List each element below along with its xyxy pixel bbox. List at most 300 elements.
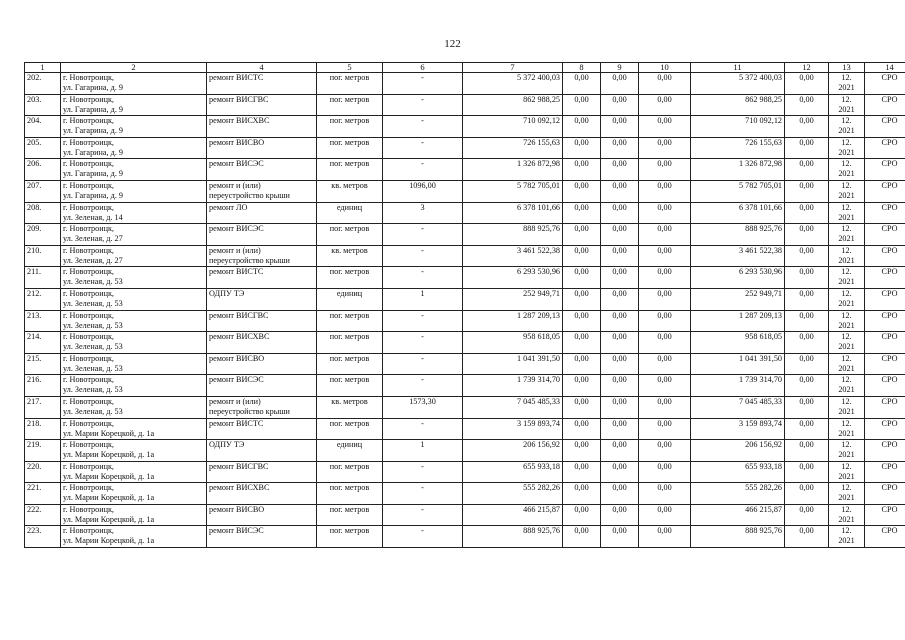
row-number-cell [25,332,61,354]
date-cell-line: 2021 [838,514,855,524]
value-cell-11 [691,94,785,116]
value-cell-9 [601,180,639,202]
volume-cell [383,440,463,462]
row-number-cell [25,159,61,181]
source-cell-line: СРО [881,116,898,126]
work-type-cell-line: ремонт ВИСТС [209,267,264,277]
row-number-cell [25,526,61,548]
column-header: 8 [563,63,601,73]
work-type-cell [207,159,317,181]
work-type-cell-line: ремонт и (или) [209,245,261,255]
value-cell-9-line: 0,00 [612,267,627,277]
value-cell-10-line: 0,00 [657,267,672,277]
date-cell [829,73,865,95]
work-type-cell [207,526,317,548]
date-cell-line: 2021 [838,255,855,265]
source-cell-line: СРО [881,73,898,82]
work-type-cell [207,202,317,224]
value-cell-10 [639,353,691,375]
value-cell-10 [639,116,691,138]
value-cell-10-line: 0,00 [657,332,672,342]
value-cell-9-line: 0,00 [612,461,627,471]
unit-cell-line: пог. метров [329,332,370,342]
unit-cell [317,159,383,181]
address-cell [61,73,207,95]
value-cell-9 [601,202,639,224]
address-cell [61,418,207,440]
value-cell-9 [601,310,639,332]
cost-cell [463,159,563,181]
work-type-cell [207,375,317,397]
volume-cell-line: - [421,418,424,428]
value-cell-8-line: 0,00 [574,461,589,471]
volume-cell [383,94,463,116]
row-number-cell [25,440,61,462]
work-type-cell [207,310,317,332]
value-cell-10 [639,332,691,354]
source-cell-line: СРО [881,159,898,169]
value-cell-9 [601,116,639,138]
address-cell-line: ул. Зеленая, д. 53 [63,385,123,395]
row-number-cell-line: 222. [27,504,42,514]
value-cell-9-line: 0,00 [612,159,627,169]
address-cell-line: г. Новотроицк, [63,224,114,234]
value-cell-8 [563,483,601,505]
cost-cell [463,418,563,440]
value-cell-8 [563,116,601,138]
address-cell-line: ул. Марии Корецкой, д. 1а [63,450,155,460]
value-cell-10-line: 0,00 [657,353,672,363]
date-cell-line: 12. [841,332,852,342]
work-type-cell-line: ОДПУ ТЭ [209,440,245,450]
cost-cell-line: 1 041 391,50 [517,353,560,363]
cost-cell-line: 655 933,18 [523,461,560,471]
volume-cell [383,375,463,397]
row-number-cell-line: 216. [27,375,42,385]
address-cell [61,332,207,354]
unit-cell [317,288,383,310]
row-number-cell [25,180,61,202]
row-number-cell [25,483,61,505]
date-cell-line: 12. [841,396,852,406]
date-cell-line: 2021 [838,493,855,503]
volume-cell-line: - [421,483,424,493]
value-cell-9-line: 0,00 [612,94,627,104]
date-cell-line: 12. [841,418,852,428]
value-cell-11 [691,526,785,548]
value-cell-9 [601,288,639,310]
cost-cell [463,267,563,289]
column-header: 9 [601,63,639,73]
value-cell-8 [563,94,601,116]
row-number-cell-line: 213. [27,310,42,320]
value-cell-8-line: 0,00 [574,504,589,514]
unit-cell-line: пог. метров [329,461,370,471]
address-cell [61,375,207,397]
row-number-cell [25,267,61,289]
value-cell-11-line: 710 092,12 [745,116,782,126]
row-number-cell [25,288,61,310]
date-cell-line: 12. [841,310,852,320]
date-cell [829,310,865,332]
value-cell-9-line: 0,00 [612,396,627,406]
unit-cell-line: пог. метров [329,353,370,363]
address-cell [61,440,207,462]
cost-cell-line: 888 925,76 [523,224,560,234]
value-cell-8 [563,288,601,310]
work-type-cell [207,396,317,418]
table-row [25,526,905,548]
row-number-cell [25,94,61,116]
date-cell-line: 2021 [838,83,855,92]
volume-cell [383,224,463,246]
row-number-cell-line: 203. [27,94,42,104]
value-cell-8-line: 0,00 [574,310,589,320]
table-row [25,288,905,310]
value-cell-12 [785,180,829,202]
address-cell-line: ул. Зеленая, д. 53 [63,406,123,416]
value-cell-12 [785,267,829,289]
volume-cell-line: 3 [420,202,425,212]
address-cell-line: г. Новотроицк, [63,353,114,363]
date-cell [829,375,865,397]
source-cell [865,288,905,310]
address-cell-line: г. Новотроицк, [63,440,114,450]
date-cell [829,396,865,418]
unit-cell [317,461,383,483]
work-type-cell-line: ремонт ВИСХВС [209,332,270,342]
address-cell-line: ул. Гагарина, д. 9 [63,147,124,157]
source-cell [865,73,905,95]
date-cell-line: 2021 [838,212,855,222]
row-number-cell-line: 220. [27,461,42,471]
value-cell-10-line: 0,00 [657,94,672,104]
unit-cell [317,483,383,505]
volume-cell-line: 1573,30 [409,396,436,406]
work-type-cell [207,73,317,95]
value-cell-11 [691,504,785,526]
work-type-cell-line: ремонт и (или) [209,396,261,406]
date-cell [829,418,865,440]
address-cell [61,224,207,246]
value-cell-10 [639,375,691,397]
value-cell-10 [639,483,691,505]
value-cell-11 [691,375,785,397]
volume-cell-line: - [421,137,424,147]
column-header: 1 [25,63,61,73]
value-cell-9 [601,440,639,462]
value-cell-11 [691,267,785,289]
date-cell-line: 12. [841,440,852,450]
value-cell-10-line: 0,00 [657,461,672,471]
work-type-cell [207,267,317,289]
address-cell-line: г. Новотроицк, [63,159,114,169]
date-cell [829,526,865,548]
source-cell [865,116,905,138]
date-cell [829,353,865,375]
value-cell-8-line: 0,00 [574,396,589,406]
value-cell-10 [639,245,691,267]
volume-cell-line: - [421,245,424,255]
value-cell-9 [601,159,639,181]
value-cell-9-line: 0,00 [612,332,627,342]
value-cell-12-line: 0,00 [799,483,814,493]
value-cell-12-line: 0,00 [799,396,814,406]
value-cell-11-line: 252 949,71 [745,288,782,298]
value-cell-12 [785,116,829,138]
date-cell-line: 2021 [838,536,855,546]
column-header: 4 [207,63,317,73]
address-cell-line: г. Новотроицк, [63,461,114,471]
value-cell-8 [563,504,601,526]
value-cell-10 [639,202,691,224]
address-cell [61,267,207,289]
unit-cell [317,224,383,246]
value-cell-11 [691,202,785,224]
work-type-cell [207,461,317,483]
date-cell-line: 12. [841,137,852,147]
table-row [25,137,905,159]
value-cell-8 [563,332,601,354]
source-cell [865,267,905,289]
header-row [25,63,905,73]
volume-cell-line: - [421,310,424,320]
unit-cell [317,73,383,95]
unit-cell-line: пог. метров [329,418,370,428]
row-number-cell-line: 204. [27,116,42,126]
address-cell-line: ул. Гагарина, д. 9 [63,104,124,114]
unit-cell [317,440,383,462]
value-cell-12-line: 0,00 [799,440,814,450]
value-cell-9 [601,224,639,246]
value-cell-12 [785,440,829,462]
date-cell [829,116,865,138]
address-cell [61,310,207,332]
row-number-cell [25,461,61,483]
address-cell-line: ул. Зеленая, д. 53 [63,363,123,373]
address-cell-line: ул. Марии Корецкой, д. 1а [63,471,155,481]
volume-cell [383,310,463,332]
address-cell-line: г. Новотроицк, [63,332,114,342]
cost-cell-line: 710 092,12 [523,116,560,126]
unit-cell [317,526,383,548]
date-cell-line: 2021 [838,126,855,136]
value-cell-12-line: 0,00 [799,245,814,255]
value-cell-10-line: 0,00 [657,224,672,234]
address-cell-line: г. Новотроицк, [63,202,114,212]
value-cell-9-line: 0,00 [612,440,627,450]
value-cell-10 [639,180,691,202]
work-type-cell-line: ремонт и (или) [209,180,261,190]
table-row [25,202,905,224]
address-cell-line: г. Новотроицк, [63,73,114,82]
row-number-cell-line: 221. [27,483,42,493]
date-cell-line: 2021 [838,190,855,200]
address-cell [61,159,207,181]
cost-cell [463,440,563,462]
value-cell-11-line: 888 925,76 [745,526,782,536]
value-cell-11 [691,288,785,310]
value-cell-10-line: 0,00 [657,159,672,169]
source-cell [865,418,905,440]
value-cell-10-line: 0,00 [657,375,672,385]
address-cell [61,526,207,548]
value-cell-12-line: 0,00 [799,288,814,298]
value-cell-10 [639,526,691,548]
row-number-cell [25,137,61,159]
unit-cell-line: кв. метров [331,396,368,406]
cost-cell [463,94,563,116]
date-cell-line: 12. [841,245,852,255]
value-cell-8-line: 0,00 [574,418,589,428]
value-cell-10-line: 0,00 [657,504,672,514]
cost-cell [463,396,563,418]
value-cell-12-line: 0,00 [799,116,814,126]
unit-cell-line: кв. метров [331,180,368,190]
volume-cell-line: - [421,526,424,536]
value-cell-10 [639,504,691,526]
date-cell-line: 12. [841,159,852,169]
unit-cell-line: пог. метров [329,483,370,493]
value-cell-11 [691,440,785,462]
value-cell-12 [785,353,829,375]
date-cell [829,224,865,246]
source-cell [865,332,905,354]
cost-cell-line: 1 326 872,98 [517,159,560,169]
address-cell-line: г. Новотроицк, [63,288,114,298]
cost-cell [463,504,563,526]
source-cell [865,310,905,332]
value-cell-11 [691,159,785,181]
date-cell-line: 2021 [838,363,855,373]
value-cell-10-line: 0,00 [657,526,672,536]
value-cell-9-line: 0,00 [612,224,627,234]
value-cell-9-line: 0,00 [612,245,627,255]
value-cell-11 [691,418,785,440]
value-cell-10 [639,137,691,159]
value-cell-11-line: 3 159 893,74 [739,418,782,428]
unit-cell-line: единиц [336,288,363,298]
address-cell [61,396,207,418]
date-cell-line: 2021 [838,147,855,157]
date-cell-line: 12. [841,375,852,385]
date-cell-line: 2021 [838,277,855,287]
volume-cell-line: 1096,00 [409,180,436,190]
work-type-cell [207,137,317,159]
work-type-cell [207,504,317,526]
column-header: 6 [383,63,463,73]
date-cell-line: 12. [841,504,852,514]
date-cell [829,440,865,462]
date-cell [829,461,865,483]
unit-cell-line: единиц [336,440,363,450]
value-cell-9-line: 0,00 [612,353,627,363]
value-cell-11 [691,245,785,267]
value-cell-12 [785,418,829,440]
unit-cell-line: пог. метров [329,137,370,147]
source-cell [865,94,905,116]
address-cell-line: ул. Зеленая, д. 53 [63,342,123,352]
address-cell-line: ул. Зеленая, д. 14 [63,212,123,222]
source-cell-line: СРО [881,418,898,428]
table-row [25,245,905,267]
value-cell-9-line: 0,00 [612,116,627,126]
value-cell-8-line: 0,00 [574,483,589,493]
date-cell-line: 12. [841,180,852,190]
value-cell-10-line: 0,00 [657,137,672,147]
address-cell-line: ул. Марии Корецкой, д. 1а [63,536,155,546]
value-cell-12 [785,504,829,526]
address-cell-line: ул. Марии Корецкой, д. 1а [63,493,155,503]
value-cell-10 [639,267,691,289]
value-cell-12-line: 0,00 [799,418,814,428]
value-cell-12-line: 0,00 [799,159,814,169]
row-number-cell-line: 207. [27,180,42,190]
work-type-cell-line: переустройство крыши [209,255,290,265]
work-type-cell-line: переустройство крыши [209,406,290,416]
value-cell-10 [639,288,691,310]
date-cell [829,180,865,202]
value-cell-9 [601,526,639,548]
volume-cell [383,245,463,267]
volume-cell [383,418,463,440]
value-cell-9-line: 0,00 [612,526,627,536]
date-cell [829,288,865,310]
date-cell-line: 2021 [838,234,855,244]
unit-cell-line: пог. метров [329,504,370,514]
value-cell-9 [601,375,639,397]
value-cell-8-line: 0,00 [574,116,589,126]
address-cell-line: г. Новотроицк, [63,245,114,255]
cost-cell [463,483,563,505]
unit-cell [317,245,383,267]
value-cell-10-line: 0,00 [657,288,672,298]
value-cell-8 [563,267,601,289]
work-type-cell-line: ремонт ВИСХВС [209,483,270,493]
address-cell-line: ул. Зеленая, д. 53 [63,298,123,308]
table-row [25,418,905,440]
value-cell-8 [563,418,601,440]
table-row [25,353,905,375]
source-cell-line: СРО [881,353,898,363]
table-row [25,310,905,332]
value-cell-10-line: 0,00 [657,483,672,493]
table-row [25,461,905,483]
value-cell-11 [691,310,785,332]
volume-cell [383,180,463,202]
cost-cell-line: 7 045 485,33 [517,396,560,406]
table-row [25,180,905,202]
row-number-cell-line: 214. [27,332,42,342]
source-cell-line: СРО [881,483,898,493]
value-cell-9 [601,483,639,505]
unit-cell [317,202,383,224]
address-cell [61,137,207,159]
value-cell-12-line: 0,00 [799,224,814,234]
value-cell-9 [601,504,639,526]
date-cell [829,159,865,181]
volume-cell [383,332,463,354]
column-header: 12 [785,63,829,73]
cost-cell-line: 1 287 209,13 [517,310,560,320]
address-cell [61,353,207,375]
page-number: 122 [444,38,461,50]
cost-cell-line: 5 782 705,01 [517,180,560,190]
cost-cell-line: 6 293 530,96 [517,267,560,277]
source-cell [865,504,905,526]
source-cell-line: СРО [881,288,898,298]
address-cell [61,245,207,267]
